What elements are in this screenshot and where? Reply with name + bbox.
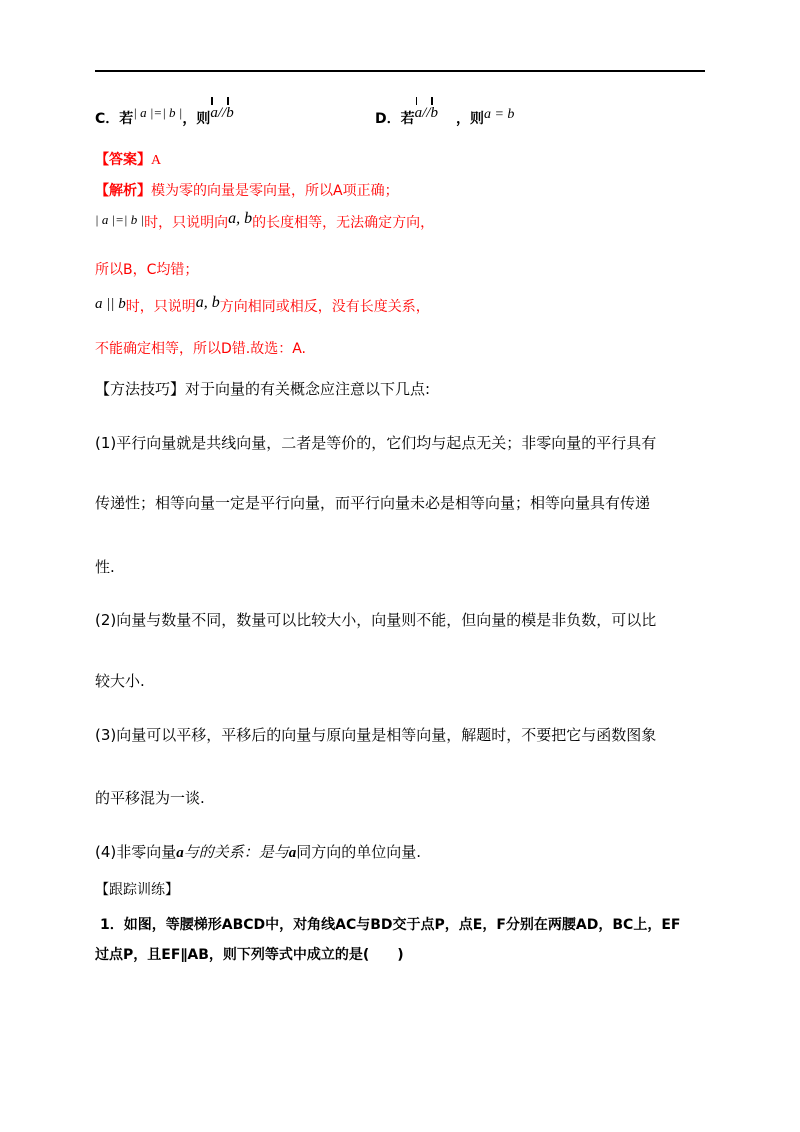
method-p4-pre: (4)非零向量 xyxy=(95,843,177,861)
training-title: 【跟踪训练】 xyxy=(95,882,179,898)
method-p3-line1: (3)向量可以平移，平移后的向量与原向量是相等向量，解题时，不要把它与函数图象 xyxy=(95,726,657,744)
analysis-vars-1: a, b xyxy=(228,210,253,227)
question-1-line2: 过点P，且EF∥AB，则下列等式中成立的是( ) xyxy=(95,947,404,963)
vector-b: b xyxy=(430,105,438,121)
option-d-then: ，则 xyxy=(455,111,484,127)
method-p1-line3: 性. xyxy=(95,558,115,576)
analysis-modulus-expr: | a |=| b | xyxy=(95,212,145,227)
option-c xyxy=(95,105,234,128)
analysis-text-2b: 的长度相等，无法确定方向， xyxy=(252,215,435,231)
option-c-then: ，则 xyxy=(182,111,211,127)
analysis-text-4a: 时，只说明 xyxy=(125,299,196,315)
option-d-label: D．若 xyxy=(375,111,415,127)
option-c-condition: | a |=| b | xyxy=(133,105,183,120)
analysis-line-3: 所以B，C均错； xyxy=(95,262,199,278)
answer-value: A xyxy=(151,153,162,168)
answer-label: 【答案】 xyxy=(95,152,151,168)
option-d xyxy=(375,105,515,128)
method-p4 xyxy=(95,841,421,862)
answer-line xyxy=(95,149,161,169)
analysis-line-4 xyxy=(95,296,430,316)
vector-b: b xyxy=(226,105,234,121)
option-d-conclusion: a = b xyxy=(483,107,515,122)
method-p4-a2: a xyxy=(288,845,297,861)
analysis-line-2 xyxy=(95,212,434,232)
method-p2-line2: 较大小. xyxy=(95,672,145,690)
analysis-text-1: 模为零的向量是零向量，所以A项正确； xyxy=(151,183,399,199)
method-p1-line2: 传递性；相等向量一定是平行向量，而平行向量未必是相等向量；相等向量具有传递 xyxy=(95,494,651,512)
analysis-parallel-expr: a || b xyxy=(95,296,126,312)
method-p4-post: 同方向的单位向量. xyxy=(296,843,422,861)
option-c-label: C．若 xyxy=(95,111,134,127)
analysis-line-5: 不能确定相等，所以D错.故选：A. xyxy=(95,341,307,357)
analysis-vars-2: a, b xyxy=(195,294,220,311)
analysis-line-1 xyxy=(95,180,399,200)
parallel-symbol: // xyxy=(422,105,431,121)
header-rule xyxy=(95,70,705,72)
question-1-line1: 1．如图，等腰梯形ABCD中，对角线AC与BD交于点P，点E，F分别在两腰AD，BC上，EF xyxy=(100,917,681,933)
method-p1-line1: (1)平行向量就是共线向量，二者是等价的，它们均与起点无关；非零向量的平行具有 xyxy=(95,434,657,452)
method-p4-a1: a xyxy=(176,845,184,861)
vector-a: a xyxy=(210,105,218,121)
method-p3-line2: 的平移混为一谈. xyxy=(95,789,205,807)
analysis-text-2a: 时，只说明向 xyxy=(144,215,229,231)
vector-a: a xyxy=(414,105,423,121)
analysis-label: 【解析】 xyxy=(95,183,151,199)
method-p4-mid: 与的关系：是与 xyxy=(183,843,289,861)
analysis-text-4b: 方向相同或相反，没有长度关系， xyxy=(219,299,430,315)
method-title: 【方法技巧】对于向量的有关概念应注意以下几点: xyxy=(95,380,431,398)
method-p2-line1: (2)向量与数量不同，数量可以比较大小，向量则不能，但向量的模是非负数，可以比 xyxy=(95,611,657,629)
parallel-symbol: // xyxy=(217,105,227,121)
